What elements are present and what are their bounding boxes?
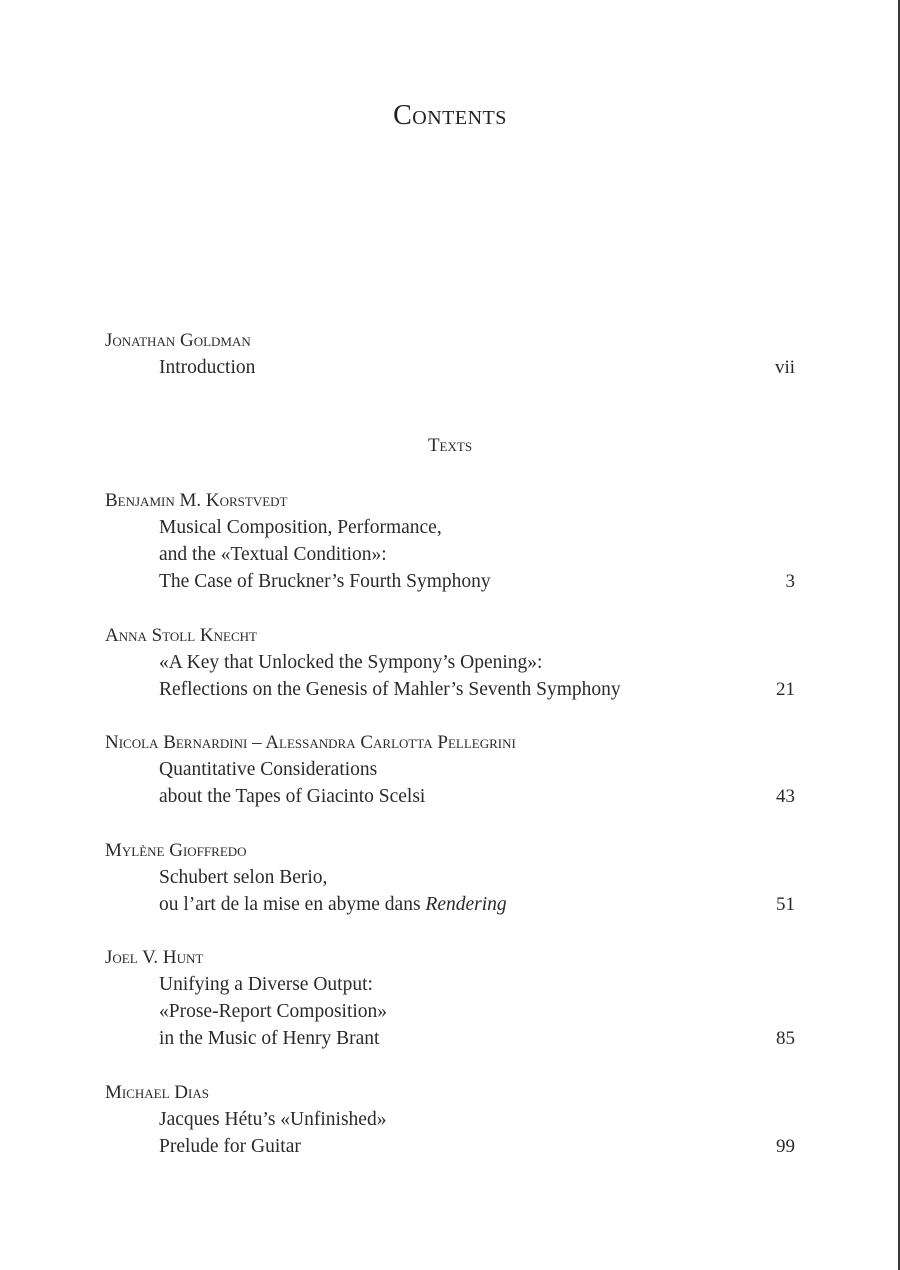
italic-work-title: Rendering xyxy=(425,894,507,915)
page-number: 43 xyxy=(776,786,795,807)
entry-author: Mylène Gioffredo xyxy=(105,840,247,861)
entry-title-line: Quantitative Considerations xyxy=(159,759,378,780)
page-number: vii xyxy=(774,357,795,378)
entry-title-line: «A Key that Unlocked the Sympony’s Opening»: xyxy=(159,652,543,673)
entry-title-line: Musical Composition, Performance, xyxy=(159,517,442,538)
toc-entry[interactable] xyxy=(105,944,795,1052)
page-title: Contents xyxy=(393,100,507,131)
entry-title-line: in the Music of Henry Brant 85 xyxy=(105,1025,795,1052)
entry-title-line: ou l’art de la mise en abyme dans Rendering 51 xyxy=(105,891,795,918)
entry-title-line: and the «Textual Condition»: xyxy=(159,544,387,565)
entry-title-line: «Prose-Report Composition» xyxy=(159,1001,388,1022)
entry-author: Anna Stoll Knecht xyxy=(105,625,257,646)
toc-entry[interactable] xyxy=(105,729,795,810)
entry-title-line: Jacques Hétu’s «Unfinished» xyxy=(159,1109,387,1130)
entry-author: Jonathan Goldman xyxy=(105,330,251,351)
toc-entry[interactable] xyxy=(105,487,795,595)
toc-entry-introduction[interactable] xyxy=(105,327,795,381)
entry-title-line: The Case of Bruckner’s Fourth Symphony 3 xyxy=(105,568,795,595)
entry-author: Nicola Bernardini – Alessandra Carlotta Pellegrini xyxy=(105,732,516,753)
entry-title-line: Schubert selon Berio, xyxy=(159,867,328,888)
entry-title-line: Reflections on the Genesis of Mahler’s Seventh Symphony 21 xyxy=(105,676,795,703)
page-number: 3 xyxy=(785,571,795,592)
toc-entry[interactable] xyxy=(105,1079,795,1160)
entry-title-line: about the Tapes of Giacinto Scelsi 43 xyxy=(105,783,795,810)
section-heading: Texts xyxy=(427,435,473,456)
entry-title-line: Introduction vii xyxy=(105,354,795,381)
entry-author: Benjamin M. Korstvedt xyxy=(105,490,288,511)
entry-title-line: Prelude for Guitar 99 xyxy=(105,1133,795,1160)
page-number: 21 xyxy=(776,679,795,700)
page-number: 85 xyxy=(776,1028,795,1049)
page-number: 99 xyxy=(776,1136,795,1157)
page-number: 51 xyxy=(776,894,795,915)
entry-author: Joel V. Hunt xyxy=(105,947,204,968)
entry-author: Michael Dias xyxy=(105,1082,209,1103)
toc-entry[interactable] xyxy=(105,622,795,703)
entry-title-line: Unifying a Diverse Output: xyxy=(159,974,373,995)
toc-entry[interactable] xyxy=(105,837,795,918)
